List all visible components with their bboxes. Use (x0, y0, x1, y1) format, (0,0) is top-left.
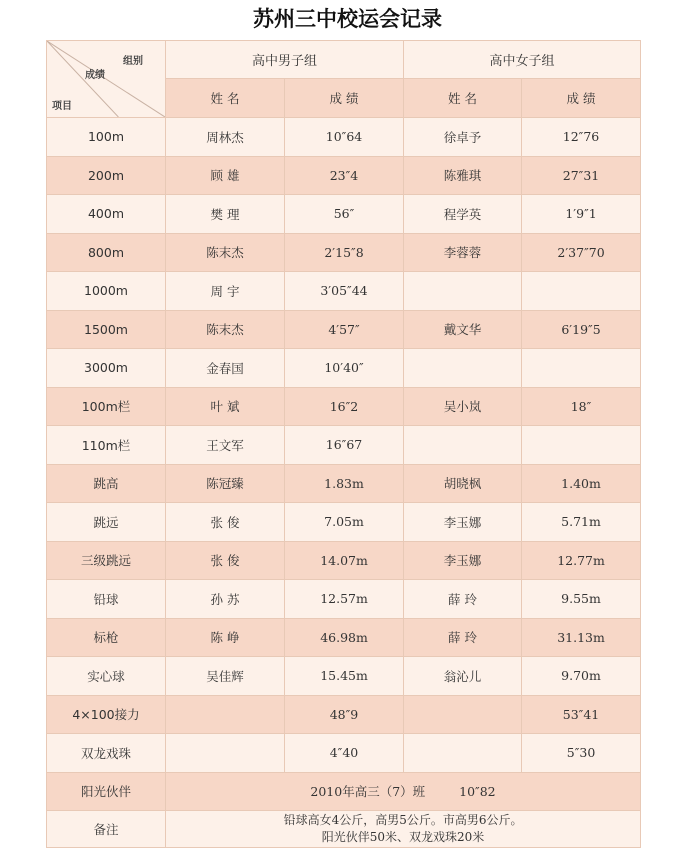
boy-score-cell: 14.07m (285, 541, 404, 580)
boy-name-cell (166, 695, 285, 734)
boy-name-cell: 陈冠臻 (166, 464, 285, 503)
item-cell: 3000m (47, 349, 166, 388)
girl-score-cell: 31.13m (522, 618, 641, 657)
boy-score-cell: 3′05″44 (285, 272, 404, 311)
girl-score-cell (522, 272, 641, 311)
sunshine-score: 10″82 (459, 784, 496, 800)
boy-score-cell: 10′40″ (285, 349, 404, 388)
girl-name-cell (404, 734, 522, 773)
boy-score-cell: 15.45m (285, 657, 404, 696)
girl-name-cell: 李玉娜 (404, 503, 522, 542)
table-row (47, 387, 641, 426)
girl-name-cell (404, 272, 522, 311)
girl-score-cell: 5.71m (522, 503, 641, 542)
girl-score-cell: 9.55m (522, 580, 641, 619)
girl-score-cell (522, 426, 641, 465)
item-cell: 跳高 (47, 464, 166, 503)
girl-name-cell: 徐卓予 (404, 118, 522, 157)
girl-name-cell (404, 426, 522, 465)
item-cell: 100m (47, 118, 166, 157)
boy-score-cell: 1.83m (285, 464, 404, 503)
notes-text-cell (166, 811, 641, 848)
boy-name-cell: 陈末杰 (166, 233, 285, 272)
boy-score-cell: 48″9 (285, 695, 404, 734)
item-cell: 400m (47, 195, 166, 234)
girl-score-cell: 9.70m (522, 657, 641, 696)
table-row (47, 272, 641, 311)
corner-label-item: 项目 (52, 101, 72, 112)
girl-name-cell: 胡晓枫 (404, 464, 522, 503)
boy-name-cell: 金春国 (166, 349, 285, 388)
girl-score-cell: 1′9″1 (522, 195, 641, 234)
girls-group-header: 高中女子组 (404, 41, 641, 79)
girl-name-cell: 吴小岚 (404, 387, 522, 426)
girl-name-cell: 戴文华 (404, 310, 522, 349)
boys-score-header: 成 绩 (285, 79, 404, 118)
table-row (47, 618, 641, 657)
item-cell: 100m栏 (47, 387, 166, 426)
girl-score-cell (522, 349, 641, 388)
item-cell: 实心球 (47, 657, 166, 696)
sunshine-record-cell (166, 772, 641, 811)
sunshine-row (47, 772, 641, 811)
boy-name-cell: 吴佳辉 (166, 657, 285, 696)
boy-score-cell: 16″67 (285, 426, 404, 465)
page-title: 苏州三中校运会记录 (253, 7, 442, 31)
notes-line-1: 铅球高女4公斤，高男5公斤。市高男6公斤。 (283, 813, 523, 827)
boy-name-cell: 张 俊 (166, 503, 285, 542)
boy-name-cell: 张 俊 (166, 541, 285, 580)
boy-score-cell: 12.57m (285, 580, 404, 619)
table-row (47, 734, 641, 773)
table-row (47, 657, 641, 696)
corner-header-cell (47, 41, 166, 118)
girl-name-cell (404, 695, 522, 734)
boy-score-cell: 7.05m (285, 503, 404, 542)
sunshine-team: 2010年高三（7）班 (310, 784, 426, 800)
boy-score-cell: 23″4 (285, 156, 404, 195)
corner-label-score: 成绩 (85, 70, 105, 81)
table-row (47, 464, 641, 503)
item-cell: 铅球 (47, 580, 166, 619)
girl-name-cell: 李蓉蓉 (404, 233, 522, 272)
girl-score-cell: 6′19″5 (522, 310, 641, 349)
table-row (47, 118, 641, 157)
girl-score-cell: 5″30 (522, 734, 641, 773)
girl-score-cell: 53″41 (522, 695, 641, 734)
item-cell: 110m栏 (47, 426, 166, 465)
boy-score-cell: 4′57″ (285, 310, 404, 349)
sunshine-item-cell: 阳光伙伴 (47, 772, 166, 811)
girl-name-cell (404, 349, 522, 388)
boys-group-header: 高中男子组 (166, 41, 404, 79)
boy-name-cell: 孙 苏 (166, 580, 285, 619)
boy-score-cell: 46.98m (285, 618, 404, 657)
girl-score-cell: 2′37″70 (522, 233, 641, 272)
boy-name-cell: 周 宇 (166, 272, 285, 311)
girls-name-header: 姓 名 (404, 79, 522, 118)
item-cell: 4×100接力 (47, 695, 166, 734)
girl-score-cell: 18″ (522, 387, 641, 426)
boy-name-cell: 陈末杰 (166, 310, 285, 349)
boy-name-cell: 叶 斌 (166, 387, 285, 426)
boy-name-cell: 顾 雄 (166, 156, 285, 195)
notes-item-cell: 备注 (47, 811, 166, 848)
table-row (47, 310, 641, 349)
girl-name-cell: 李玉娜 (404, 541, 522, 580)
corner-label-group: 组别 (123, 56, 143, 67)
item-cell: 跳远 (47, 503, 166, 542)
boys-name-header: 姓 名 (166, 79, 285, 118)
table-row (47, 349, 641, 388)
girl-name-cell: 薛 玲 (404, 580, 522, 619)
boy-name-cell: 陈 峥 (166, 618, 285, 657)
table-row (47, 541, 641, 580)
boy-name-cell: 周林杰 (166, 118, 285, 157)
table-row (47, 156, 641, 195)
table-row (47, 503, 641, 542)
girl-score-cell: 12″76 (522, 118, 641, 157)
item-cell: 200m (47, 156, 166, 195)
girl-name-cell: 陈雅琪 (404, 156, 522, 195)
girl-score-cell: 27″31 (522, 156, 641, 195)
table-row (47, 580, 641, 619)
table-row (47, 233, 641, 272)
header-row-groups (47, 41, 641, 79)
item-cell: 标枪 (47, 618, 166, 657)
item-cell: 双龙戏珠 (47, 734, 166, 773)
boy-score-cell: 56″ (285, 195, 404, 234)
boy-name-cell (166, 734, 285, 773)
boy-score-cell: 2′15″8 (285, 233, 404, 272)
boy-score-cell: 10″64 (285, 118, 404, 157)
item-cell: 800m (47, 233, 166, 272)
notes-line-2: 阳光伙伴50米、双龙戏珠20米 (321, 830, 485, 844)
girls-score-header: 成 绩 (522, 79, 641, 118)
girl-name-cell: 薛 玲 (404, 618, 522, 657)
girl-name-cell: 程学英 (404, 195, 522, 234)
notes-row (47, 811, 641, 848)
table-row (47, 695, 641, 734)
boy-score-cell: 16″2 (285, 387, 404, 426)
table-row (47, 426, 641, 465)
girl-score-cell: 12.77m (522, 541, 641, 580)
item-cell: 1500m (47, 310, 166, 349)
boy-score-cell: 4″40 (285, 734, 404, 773)
boy-name-cell: 王文军 (166, 426, 285, 465)
item-cell: 1000m (47, 272, 166, 311)
boy-name-cell: 樊 理 (166, 195, 285, 234)
girl-score-cell: 1.40m (522, 464, 641, 503)
table-row (47, 195, 641, 234)
item-cell: 三级跳远 (47, 541, 166, 580)
records-table (46, 40, 641, 848)
girl-name-cell: 翁沁儿 (404, 657, 522, 696)
